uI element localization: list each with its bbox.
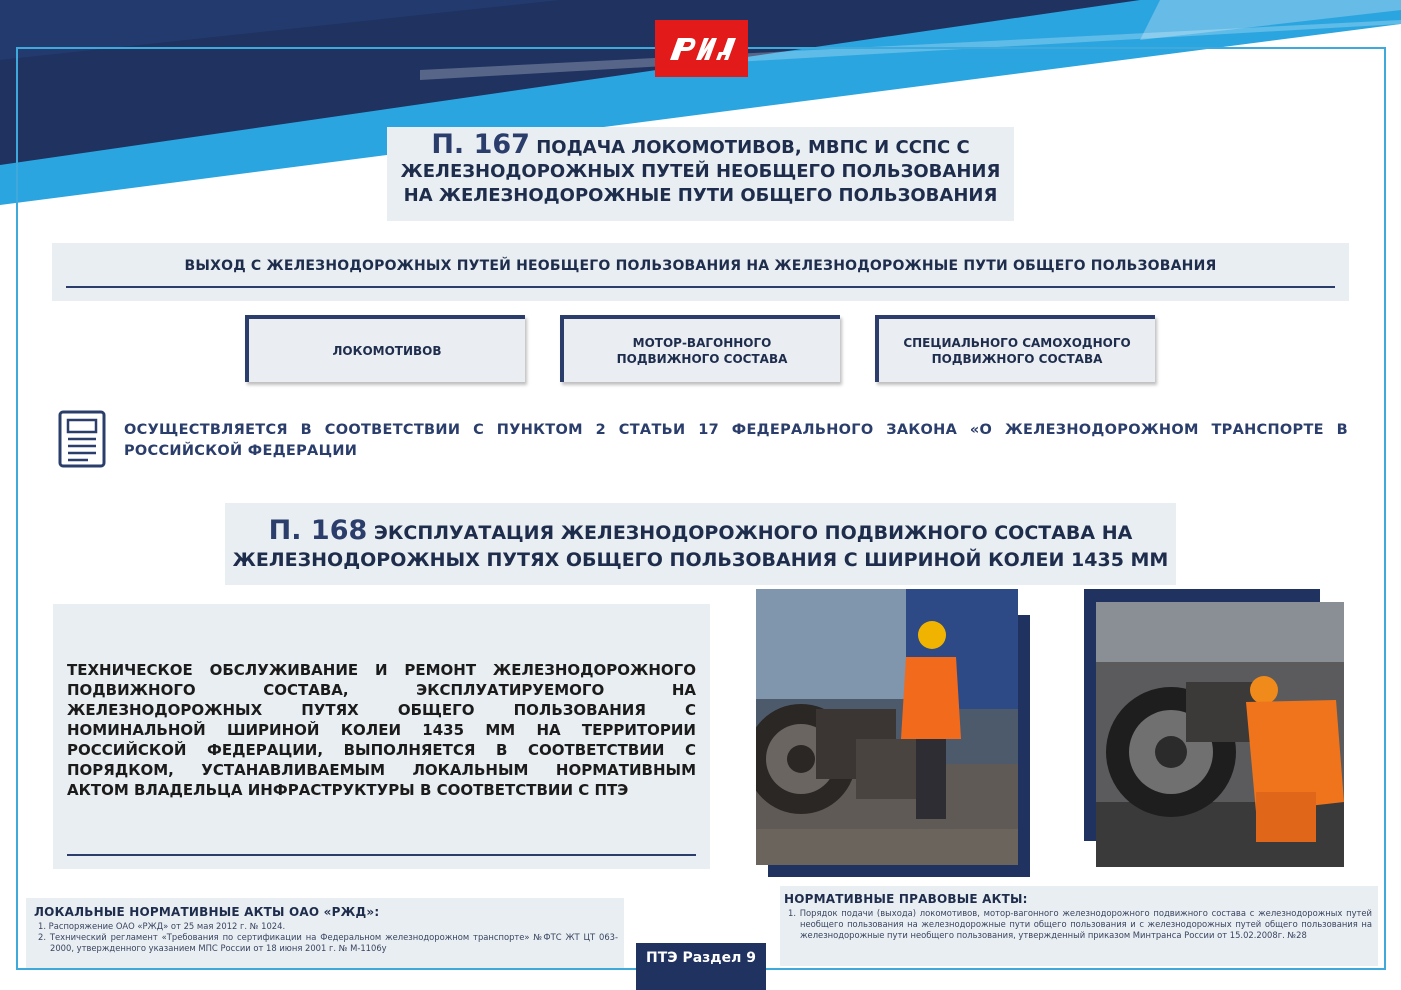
legal-acts-list (784, 908, 1372, 941)
maintenance-panel (53, 604, 710, 869)
local-acts-panel (26, 898, 624, 968)
document-icon (58, 410, 106, 468)
card-label: ЛОКОМОТИВОВ (332, 343, 442, 358)
law-note: ОСУЩЕСТВЛЯЕТСЯ В СООТВЕТСТВИИ С ПУНКТОМ 2 СТАТЬИ 17 ФЕДЕРАЛЬНОГО ЗАКОНА «О ЖЕЛЕЗНОДОРОЖНОМ ТРАНСПОРТЕ В РОССИЙСКОЙ ФЕДЕРАЦИИ (124, 422, 1348, 459)
section-label-tab: ПТЭ Раздел 9 (636, 943, 766, 990)
local-acts-title: ЛОКАЛЬНЫЕ НОРМАТИВНЫЕ АКТЫ ОАО «РЖД»: (34, 905, 380, 919)
card-locomotives (245, 315, 525, 382)
list-item: 1. Распоряжение ОАО «РЖД» от 25 мая 2012 г. № 1024. (38, 921, 286, 931)
card-special-self-propelled (875, 315, 1155, 382)
legal-acts-title: НОРМАТИВНЫЕ ПРАВОВЫЕ АКТЫ: (784, 892, 1028, 906)
card-label: МОТОР-ВАГОННОГО ПОДВИЖНОГО СОСТАВА (616, 335, 788, 366)
section-168-title (225, 503, 1176, 585)
worker-repair-photo-1 (756, 589, 1018, 865)
exit-heading-panel (52, 243, 1349, 301)
section-167-number: П. 167 (431, 129, 530, 160)
divider (67, 854, 696, 856)
section-167-heading: ПОДАЧА ЛОКОМОТИВОВ, МВПС И ССПС С ЖЕЛЕЗНОДОРОЖНЫХ ПУТЕЙ НЕОБЩЕГО ПОЛЬЗОВАНИЯ НА ЖЕЛЕЗНОДОРОЖНЫЕ ПУТИ ОБЩЕГО ПОЛЬЗОВАНИЯ (400, 137, 1001, 206)
rzd-logo (655, 20, 748, 77)
maintenance-text: ТЕХНИЧЕСКОЕ ОБСЛУЖИВАНИЕ И РЕМОНТ ЖЕЛЕЗНОДОРОЖНОГО ПОДВИЖНОГО СОСТАВА, ЭКСПЛУАТИРУЕМОГО НА ЖЕЛЕЗНОДОРОЖНЫХ ПУТЯХ ОБЩЕГО ПОЛЬЗОВАНИЯ С НОМИНАЛЬНОЙ ШИРИНОЙ КОЛЕИ 1435 ММ НА ТЕРРИТОРИИ РОССИЙСКОЙ ФЕДЕРАЦИИ, ВЫПОЛНЯЕТСЯ В СООТВЕТСТВИИ С ПОРЯДКОМ, УСТАНАВЛИВАЕМЫМ ЛОКАЛЬНЫМ НОРМАТИВНЫМ АКТОМ ВЛАДЕЛЬЦА ИНФРАСТРУКТУРЫ В СООТВЕТСТВИИ С ПТЭ (67, 661, 696, 799)
legal-acts-panel (780, 886, 1378, 966)
section-167-title (387, 127, 1014, 221)
card-multiple-unit (560, 315, 840, 382)
local-acts-list (34, 921, 618, 954)
divider (66, 286, 1335, 288)
list-item: 1. Порядок подачи (выхода) локомотивов, мотор-вагонного железнодорожного подвижного состава с железнодорожных путей необщего пользования на железнодорожные пути общего пользования и с железнодорожных путей общего пользования на железнодорожные пути необщего пользования, утвержденный приказом Минтранса России от 15.02.2008г. №28 (788, 908, 1372, 940)
section-168-heading: ЭКСПЛУАТАЦИЯ ЖЕЛЕЗНОДОРОЖНОГО ПОДВИЖНОГО СОСТАВА НА ЖЕЛЕЗНОДОРОЖНЫХ ПУТЯХ ОБЩЕГО ПОЛЬЗОВАНИЯ С ШИРИНОЙ КОЛЕИ 1435 ММ (232, 522, 1169, 571)
rzd-logo-icon (666, 32, 738, 66)
card-label: СПЕЦИАЛЬНОГО САМОХОДНОГО ПОДВИЖНОГО СОСТАВА (903, 335, 1131, 366)
exit-heading: ВЫХОД С ЖЕЛЕЗНОДОРОЖНЫХ ПУТЕЙ НЕОБЩЕГО ПОЛЬЗОВАНИЯ НА ЖЕЛЕЗНОДОРОЖНЫЕ ПУТИ ОБЩЕГО ПОЛЬЗОВАНИЯ (184, 258, 1217, 274)
list-item: 2. Технический регламент «Требования по сертификации на Федеральном железнодорожном транспорте» №ФТС ЖТ ЦТ 063-2000, утвержденного указанием МПС России от 18 июня 2001 г. № М-1106у (38, 932, 618, 953)
worker-repair-photo-2 (1096, 602, 1344, 867)
section-168-number: П. 168 (268, 515, 368, 546)
